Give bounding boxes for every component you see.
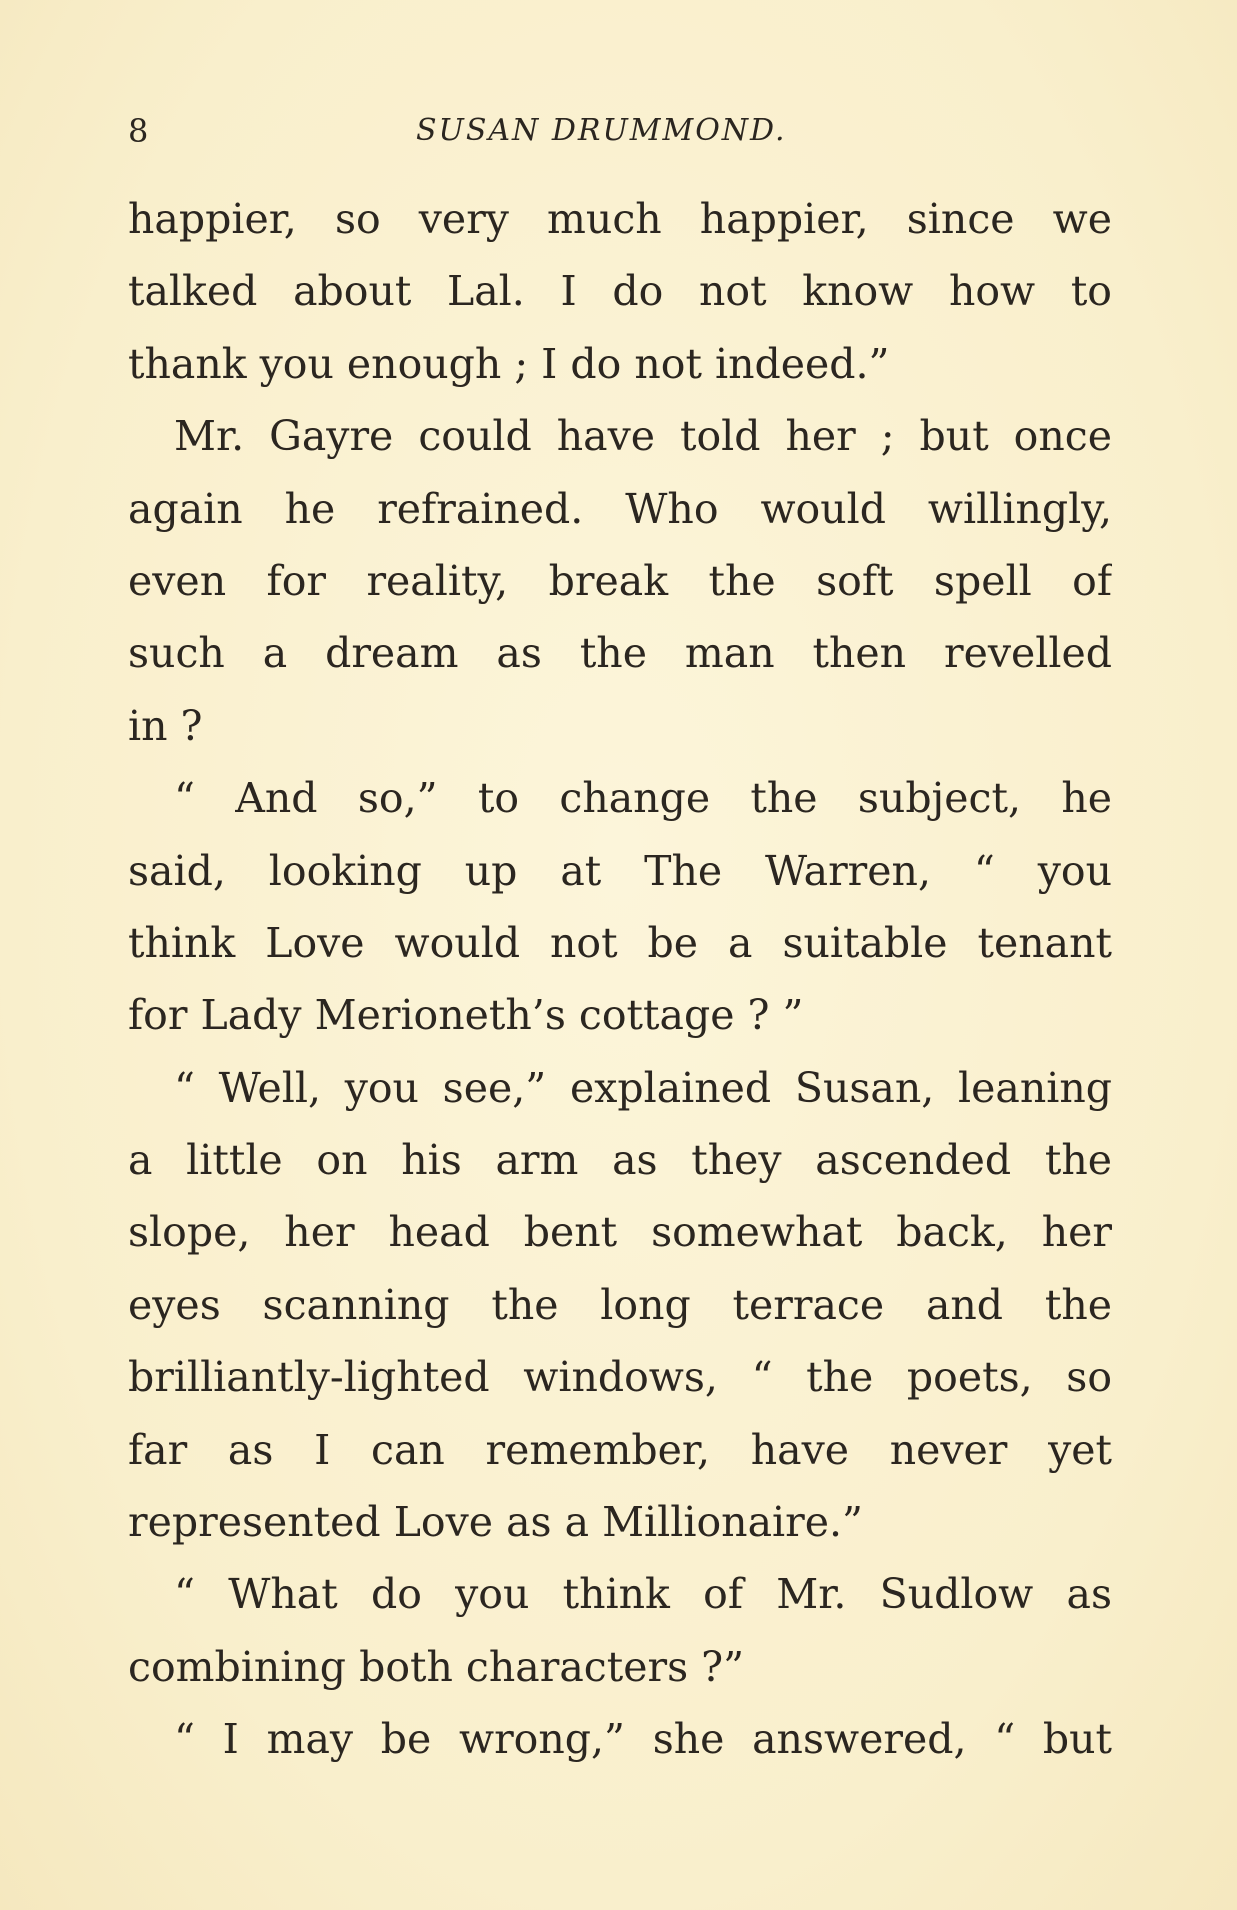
text-line: again he refrained. Who would willingly,	[128, 484, 1112, 533]
text-line: even for reality, break the soft spell of	[128, 556, 1112, 605]
text-line: represented Love as a Millionaire.”	[128, 1498, 863, 1547]
text-line: eyes scanning the long terrace and the	[128, 1280, 1112, 1329]
text-line: far as I can remember, have never yet	[128, 1425, 1112, 1474]
text-line: a little on his arm as they ascended the	[128, 1136, 1112, 1185]
text-line: Mr. Gayre could have told her ; but once	[174, 412, 1112, 461]
page-number: 8	[128, 112, 150, 150]
text-line: “ Well, you see,” explained Susan, leaning	[174, 1063, 1112, 1112]
text-line: happier, so very much happier, since we	[128, 195, 1112, 243]
page-header	[128, 108, 1108, 154]
text-line: said, looking up at The Warren, “ you	[128, 846, 1112, 895]
text-line: in ?	[128, 701, 203, 750]
text-line: slope, her head bent somewhat back, her	[128, 1208, 1112, 1257]
text-line: think Love would not be a suitable tenant	[128, 918, 1112, 967]
text-line: thank you enough ; I do not indeed.”	[128, 339, 890, 388]
text-line: “ And so,” to change the subject, he	[174, 774, 1112, 823]
text-line: “ I may be wrong,” she answered, “ but	[174, 1715, 1112, 1764]
text-line: for Lady Merioneth’s cottage ? ”	[128, 991, 804, 1040]
body-text	[128, 183, 1112, 1776]
text-line: brilliantly-lighted windows, “ the poets, so	[128, 1353, 1112, 1402]
text-line: such a dream as the man then revelled	[128, 629, 1112, 678]
text-line: “ What do you think of Mr. Sudlow as	[174, 1570, 1112, 1619]
text-line: combining both characters ?”	[128, 1642, 745, 1691]
running-title: SUSAN DRUMMOND.	[416, 113, 787, 148]
text-line: talked about Lal. I do not know how to	[128, 267, 1112, 316]
